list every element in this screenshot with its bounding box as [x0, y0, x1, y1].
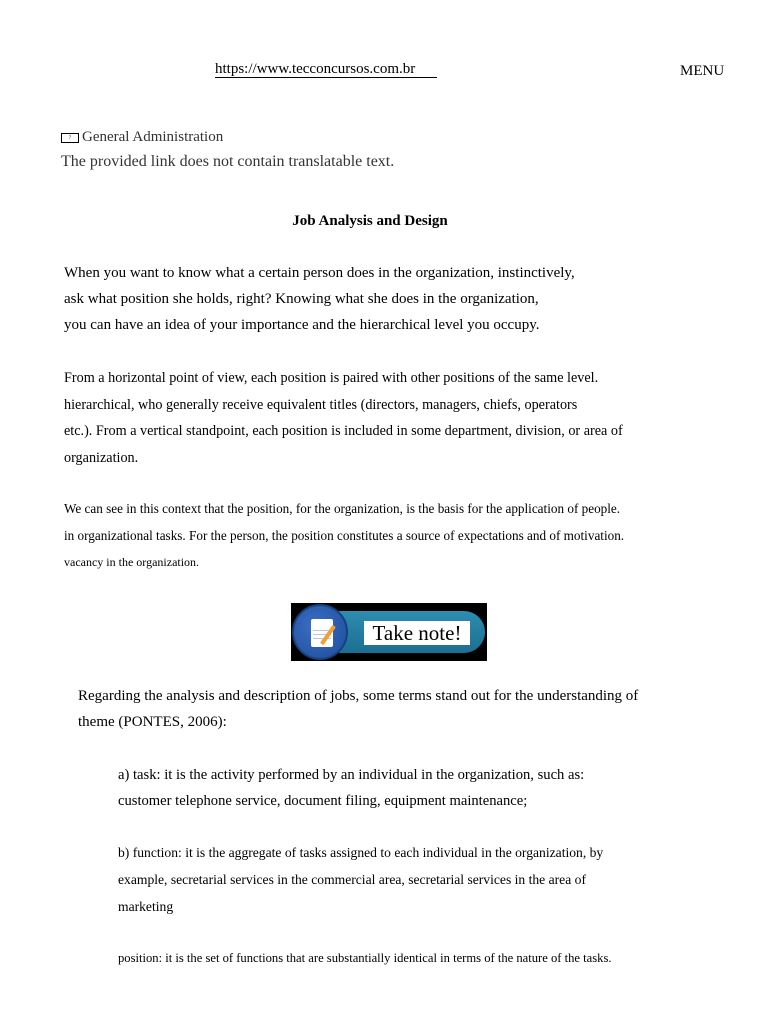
category-icon: ?	[61, 133, 79, 143]
paragraph-line: We can see in this context that the position, for the organization, is the basis for the application of people.	[64, 501, 621, 516]
list-item-line: customer telephone service, document filing, equipment maintenance;	[118, 793, 528, 809]
list-item-line: b) function: it is the aggregate of tasks assigned to each individual in the organization, by	[118, 845, 604, 860]
list-item-line: marketing	[118, 899, 174, 914]
list-item-line: position: it is the set of functions that are substantially identical in terms of the nature of the tasks.	[118, 951, 612, 965]
paragraph-line: organization.	[64, 450, 139, 466]
article-title: Job Analysis and Design	[292, 213, 448, 229]
paragraph-line: you can have an idea of your importance and the hierarchical level you occupy.	[64, 317, 540, 333]
breadcrumb-label: General Administration	[82, 129, 224, 145]
take-note-label: Take note!	[364, 621, 470, 645]
list-item-line: example, secretarial services in the commercial area, secretarial services in the area of	[118, 872, 586, 887]
paragraph-line: in organizational tasks. For the person, the position constitutes a source of expectations and of motivation.	[64, 528, 625, 543]
paragraph-line: When you want to know what a certain person does in the organization, instinctively,	[64, 265, 575, 281]
notice-text: The provided link does not contain translatable text.	[61, 153, 395, 170]
take-note-banner[interactable]	[291, 603, 487, 661]
list-item-line: a) task: it is the activity performed by an individual in the organization, such as:	[118, 767, 585, 783]
menu-button[interactable]: MENU	[680, 63, 725, 79]
paragraph-line: From a horizontal point of view, each position is paired with other positions of the same level.	[64, 370, 599, 386]
paragraph-line: Regarding the analysis and description of jobs, some terms stand out for the understanding of	[78, 688, 639, 704]
paragraph-line: theme (PONTES, 2006):	[78, 714, 227, 730]
paragraph-line: vacancy in the organization.	[64, 555, 200, 569]
paragraph-line: hierarchical, who generally receive equivalent titles (directors, managers, chiefs, operators	[64, 397, 578, 413]
site-link[interactable]: https://www.tecconcursos.com.br	[215, 62, 437, 78]
notepad-icon	[292, 604, 348, 660]
paragraph-line: ask what position she holds, right? Knowing what she does in the organization,	[64, 291, 539, 307]
breadcrumb[interactable]	[61, 129, 223, 146]
paragraph-line: etc.). From a vertical standpoint, each position is included in some department, division, or area of	[64, 423, 623, 439]
